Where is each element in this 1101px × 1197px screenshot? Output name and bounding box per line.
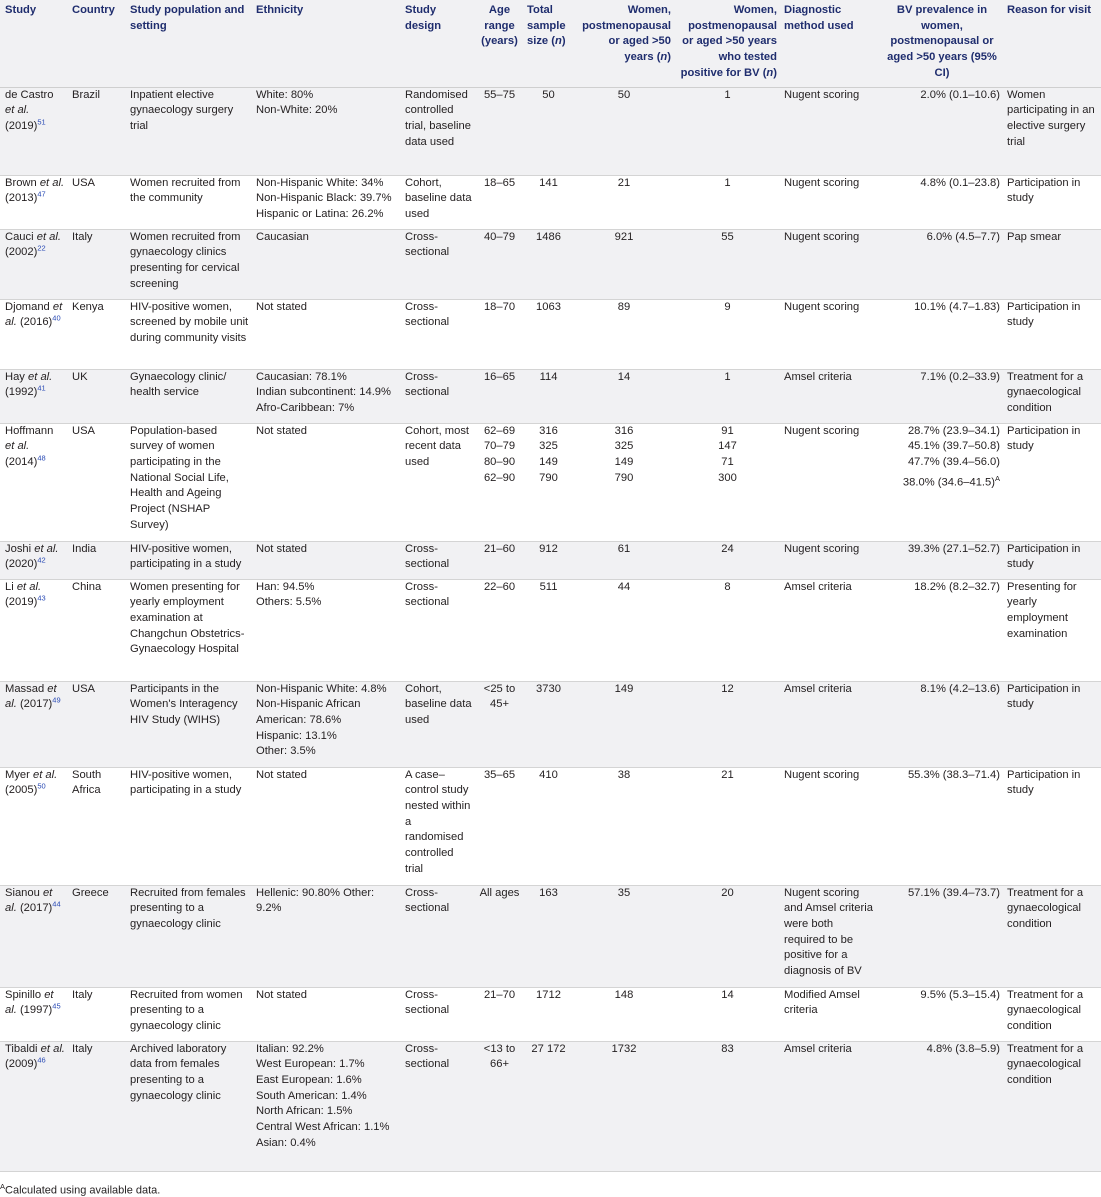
cell-design: Cohort, baseline data used — [400, 681, 474, 767]
cell-ethnicity: White: 80% Non-White: 20% — [251, 87, 400, 175]
cell-reason: Participation in study — [1002, 681, 1101, 767]
cell-age-range: 16–65 — [474, 369, 522, 423]
cell-age-range: 21–60 — [474, 541, 522, 579]
header-study: Study — [0, 0, 67, 87]
cell-diagnostic: Nugent scoring and Amsel criteria were both required to be positive for a diagnosis of BV — [779, 885, 879, 987]
cell-design: Cross-sectional — [400, 229, 474, 299]
cell-positive: 91 147 71 300 — [673, 423, 779, 541]
cell-positive: 20 — [673, 885, 779, 987]
cell-diagnostic: Nugent scoring — [779, 541, 879, 579]
cell-women: 61 — [572, 541, 673, 579]
cell-country: China — [67, 579, 125, 681]
cell-reason: Treatment for a gynaecological condition — [1002, 369, 1101, 423]
cell-total-sample: 511 — [522, 579, 572, 681]
header-women: Women, postmenopausal or aged >50 years (n) — [572, 0, 673, 87]
cell-reason: Participation in study — [1002, 541, 1101, 579]
cell-country: Kenya — [67, 299, 125, 369]
cell-ethnicity: Not stated — [251, 541, 400, 579]
table-header — [0, 0, 1101, 87]
cell-diagnostic: Amsel criteria — [779, 369, 879, 423]
citation-link[interactable]: 22 — [37, 243, 46, 253]
cell-study: Li et al. (2019)$^{43}$ — [0, 579, 67, 681]
cell-reason: Presenting for yearly employment examination — [1002, 579, 1101, 681]
table-row — [0, 767, 1101, 885]
cell-reason: Pap smear — [1002, 229, 1101, 299]
cell-country: UK — [67, 369, 125, 423]
header-total-sample: Total sample size (n) — [522, 0, 572, 87]
cell-prevalence: 8.1% (4.2–13.6) — [879, 681, 1002, 767]
cell-reason: Treatment for a gynaecological condition — [1002, 987, 1101, 1041]
cell-reason: Participation in study — [1002, 767, 1101, 885]
cell-positive: 1 — [673, 175, 779, 229]
cell-population: Inpatient elective gynaecology surgery trial — [125, 87, 251, 175]
footnote-marker: A — [994, 473, 1000, 483]
cell-prevalence: 4.8% (3.8–5.9) — [879, 1041, 1002, 1171]
cell-women: 148 — [572, 987, 673, 1041]
cell-population: Gynaecology clinic/ health service — [125, 369, 251, 423]
header-reason: Reason for visit — [1002, 0, 1101, 87]
cell-prevalence: 4.8% (0.1–23.8) — [879, 175, 1002, 229]
citation-link[interactable]: 51 — [37, 117, 46, 127]
cell-study: de Castro et al. (2019)$^{51}$ — [0, 87, 67, 175]
cell-population: Recruited from females presenting to a gynaecology clinic — [125, 885, 251, 987]
cell-country: India — [67, 541, 125, 579]
header-population: Study population and setting — [125, 0, 251, 87]
cell-total-sample: 114 — [522, 369, 572, 423]
header-age-range: Age range (years) — [474, 0, 522, 87]
cell-women: 21 — [572, 175, 673, 229]
cell-total-sample: 410 — [522, 767, 572, 885]
cell-reason: Treatment for a gynaecological condition — [1002, 1041, 1101, 1171]
citation-link[interactable]: 45 — [52, 1001, 61, 1011]
table-row — [0, 299, 1101, 369]
cell-study: Djomand et al. (2016)$^{40}$ — [0, 299, 67, 369]
cell-women: 149 — [572, 681, 673, 767]
cell-reason: Treatment for a gynaecological condition — [1002, 885, 1101, 987]
cell-women: 35 — [572, 885, 673, 987]
cell-total-sample: 50 — [522, 87, 572, 175]
citation-link[interactable]: 46 — [37, 1055, 46, 1065]
cell-reason: Participation in study — [1002, 423, 1101, 541]
cell-women: 316 325 149 790 — [572, 423, 673, 541]
cell-prevalence: 6.0% (4.5–7.7) — [879, 229, 1002, 299]
header-design: Study design — [400, 0, 474, 87]
cell-prevalence: 57.1% (39.4–73.7) — [879, 885, 1002, 987]
cell-positive: 83 — [673, 1041, 779, 1171]
table-row — [0, 885, 1101, 987]
cell-design: Cross-sectional — [400, 1041, 474, 1171]
table-row — [0, 541, 1101, 579]
table-row — [0, 681, 1101, 767]
citation-link[interactable]: 43 — [37, 593, 46, 603]
table-row — [0, 369, 1101, 423]
cell-design: Cross-sectional — [400, 987, 474, 1041]
cell-women: 89 — [572, 299, 673, 369]
cell-age-range: 21–70 — [474, 987, 522, 1041]
cell-ethnicity: Not stated — [251, 987, 400, 1041]
cell-positive: 1 — [673, 369, 779, 423]
cell-women: 921 — [572, 229, 673, 299]
cell-diagnostic: Nugent scoring — [779, 175, 879, 229]
cell-design: Randomised controlled trial, baseline data used — [400, 87, 474, 175]
cell-design: Cohort, baseline data used — [400, 175, 474, 229]
cell-positive: 9 — [673, 299, 779, 369]
cell-country: Brazil — [67, 87, 125, 175]
cell-prevalence: 9.5% (5.3–15.4) — [879, 987, 1002, 1041]
cell-age-range: 40–79 — [474, 229, 522, 299]
cell-ethnicity: Not stated — [251, 423, 400, 541]
cell-reason: Participation in study — [1002, 175, 1101, 229]
cell-age-range: 35–65 — [474, 767, 522, 885]
cell-prevalence: 18.2% (8.2–32.7) — [879, 579, 1002, 681]
header-prevalence: BV prevalence in women, postmenopausal or aged >50 years (95% CI) — [879, 0, 1002, 87]
cell-positive: 8 — [673, 579, 779, 681]
cell-country: Italy — [67, 987, 125, 1041]
header-country: Country — [67, 0, 125, 87]
cell-total-sample: 316 325 149 790 — [522, 423, 572, 541]
cell-age-range: 22–60 — [474, 579, 522, 681]
cell-age-range: <25 to 45+ — [474, 681, 522, 767]
cell-prevalence: 2.0% (0.1–10.6) — [879, 87, 1002, 175]
citation-link[interactable]: 42 — [37, 555, 46, 565]
cell-country: Greece — [67, 885, 125, 987]
cell-country: Italy — [67, 1041, 125, 1171]
cell-prevalence: 28.7% (23.9–34.1) 45.1% (39.7–50.8) 47.7% (39.4–56.0) 38.0% $(34.6-41.5)^A$ — [879, 423, 1002, 541]
cell-population: Participants in the Women's Interagency HIV Study (WIHS) — [125, 681, 251, 767]
cell-country: USA — [67, 681, 125, 767]
cell-population: HIV-positive women, participating in a study — [125, 541, 251, 579]
header-ethnicity: Ethnicity — [251, 0, 400, 87]
cell-design: Cohort, most recent data used — [400, 423, 474, 541]
cell-design: Cross-sectional — [400, 369, 474, 423]
cell-study: Hay et al. (1992)$^{41}$ — [0, 369, 67, 423]
cell-diagnostic: Amsel criteria — [779, 579, 879, 681]
cell-study: Cauci et al. (2002)$^{22}$ — [0, 229, 67, 299]
header-diagnostic: Diagnostic method used — [779, 0, 879, 87]
table-body — [0, 87, 1101, 1171]
cell-age-range: 18–70 — [474, 299, 522, 369]
cell-total-sample: 1063 — [522, 299, 572, 369]
cell-total-sample: 141 — [522, 175, 572, 229]
table-row — [0, 175, 1101, 229]
cell-women: 44 — [572, 579, 673, 681]
cell-positive: 12 — [673, 681, 779, 767]
cell-population: Recruited from women presenting to a gynaecology clinic — [125, 987, 251, 1041]
cell-positive: 24 — [673, 541, 779, 579]
cell-diagnostic: Nugent scoring — [779, 423, 879, 541]
table-row — [0, 87, 1101, 175]
cell-diagnostic: Nugent scoring — [779, 87, 879, 175]
cell-diagnostic: Modified Amsel criteria — [779, 987, 879, 1041]
cell-design: Cross-sectional — [400, 541, 474, 579]
cell-design: A case–control study nested within a randomised controlled trial — [400, 767, 474, 885]
cell-reason: Women participating in an elective surgery trial — [1002, 87, 1101, 175]
table-footnote: $^A$Calculated using available data. — [0, 1182, 161, 1197]
table-row — [0, 423, 1101, 541]
cell-ethnicity: Hellenic: 90.80% Other: 9.2% — [251, 885, 400, 987]
cell-population: Population-based survey of women participating in the National Social Life, Health and Ageing Project (NSHAP Survey) — [125, 423, 251, 541]
cell-diagnostic: Nugent scoring — [779, 767, 879, 885]
cell-age-range: 55–75 — [474, 87, 522, 175]
cell-study: Sianou et al. (2017)$^{44}$ — [0, 885, 67, 987]
cell-total-sample: 27 172 — [522, 1041, 572, 1171]
cell-prevalence: 10.1% (4.7–1.83) — [879, 299, 1002, 369]
cell-positive: 21 — [673, 767, 779, 885]
cell-total-sample: 912 — [522, 541, 572, 579]
cell-age-range: 18–65 — [474, 175, 522, 229]
cell-study: Spinillo et al. (1997)$^{45}$ — [0, 987, 67, 1041]
cell-country: South Africa — [67, 767, 125, 885]
citation-link[interactable]: 50 — [37, 781, 46, 791]
cell-prevalence: 7.1% (0.2–33.9) — [879, 369, 1002, 423]
cell-country: USA — [67, 423, 125, 541]
cell-ethnicity: Non-Hispanic White: 34% Non-Hispanic Black: 39.7% Hispanic or Latina: 26.2% — [251, 175, 400, 229]
cell-design: Cross-sectional — [400, 579, 474, 681]
cell-population: HIV-positive women, participating in a study — [125, 767, 251, 885]
cell-women: 14 — [572, 369, 673, 423]
citation-link[interactable]: 47 — [37, 189, 46, 199]
cell-population: Women recruited from gynaecology clinics presenting for cervical screening — [125, 229, 251, 299]
cell-population: Women recruited from the community — [125, 175, 251, 229]
cell-population: HIV-positive women, screened by mobile unit during community visits — [125, 299, 251, 369]
cell-diagnostic: Nugent scoring — [779, 299, 879, 369]
cell-study: Hoffmann et al. (2014)$^{48}$ — [0, 423, 67, 541]
cell-country: USA — [67, 175, 125, 229]
citation-link[interactable]: 48 — [37, 453, 46, 463]
table-row — [0, 229, 1101, 299]
cell-study: Myer et al. (2005)$^{50}$ — [0, 767, 67, 885]
cell-women: 1732 — [572, 1041, 673, 1171]
cell-women: 50 — [572, 87, 673, 175]
cell-positive: 55 — [673, 229, 779, 299]
cell-total-sample: 3730 — [522, 681, 572, 767]
cell-total-sample: 1712 — [522, 987, 572, 1041]
cell-women: 38 — [572, 767, 673, 885]
cell-ethnicity: Han: 94.5% Others: 5.5% — [251, 579, 400, 681]
citation-link[interactable]: 41 — [37, 383, 46, 393]
cell-study: Joshi et al. (2020)$^{42}$ — [0, 541, 67, 579]
cell-ethnicity: Caucasian — [251, 229, 400, 299]
cell-study: Massad et al. (2017)$^{49}$ — [0, 681, 67, 767]
citation-link[interactable]: 40 — [52, 313, 61, 323]
cell-ethnicity: Caucasian: 78.1% Indian subcontinent: 14.9% Afro-Caribbean: 7% — [251, 369, 400, 423]
cell-country: Italy — [67, 229, 125, 299]
cell-total-sample: 1486 — [522, 229, 572, 299]
cell-population: Archived laboratory data from females presenting to a gynaecology clinic — [125, 1041, 251, 1171]
cell-reason: Participation in study — [1002, 299, 1101, 369]
cell-age-range: All ages — [474, 885, 522, 987]
cell-diagnostic: Nugent scoring — [779, 229, 879, 299]
cell-prevalence: 39.3% (27.1–52.7) — [879, 541, 1002, 579]
cell-design: Cross-sectional — [400, 299, 474, 369]
header-positive: Women, postmenopausal or aged >50 years who tested positive for BV (n) — [673, 0, 779, 87]
cell-prevalence: 55.3% (38.3–71.4) — [879, 767, 1002, 885]
cell-ethnicity: Italian: 92.2% West European: 1.7% East European: 1.6% South American: 1.4% North African: 1.5% Central West African: 1.1% Asian: 0.4% — [251, 1041, 400, 1171]
cell-age-range: <13 to 66+ — [474, 1041, 522, 1171]
cell-study: Brown et al. (2013)$^{47}$ — [0, 175, 67, 229]
cell-ethnicity: Not stated — [251, 767, 400, 885]
cell-ethnicity: Non-Hispanic White: 4.8% Non-Hispanic African American: 78.6% Hispanic: 13.1% Other: 3.5% — [251, 681, 400, 767]
citation-link[interactable]: 44 — [52, 899, 61, 909]
table-row — [0, 1041, 1101, 1171]
cell-positive: 14 — [673, 987, 779, 1041]
cell-diagnostic: Amsel criteria — [779, 681, 879, 767]
cell-diagnostic: Amsel criteria — [779, 1041, 879, 1171]
table-row — [0, 579, 1101, 681]
cell-population: Women presenting for yearly employment examination at Changchun Obstetrics-Gynaecology Hospital — [125, 579, 251, 681]
cell-study: Tibaldi et al. (2009)$^{46}$ — [0, 1041, 67, 1171]
citation-link[interactable]: 49 — [52, 695, 61, 705]
cell-positive: 1 — [673, 87, 779, 175]
cell-design: Cross-sectional — [400, 885, 474, 987]
cell-total-sample: 163 — [522, 885, 572, 987]
cell-ethnicity: Not stated — [251, 299, 400, 369]
table-row — [0, 987, 1101, 1041]
cell-age-range: 62–69 70–79 80–90 62–90 — [474, 423, 522, 541]
